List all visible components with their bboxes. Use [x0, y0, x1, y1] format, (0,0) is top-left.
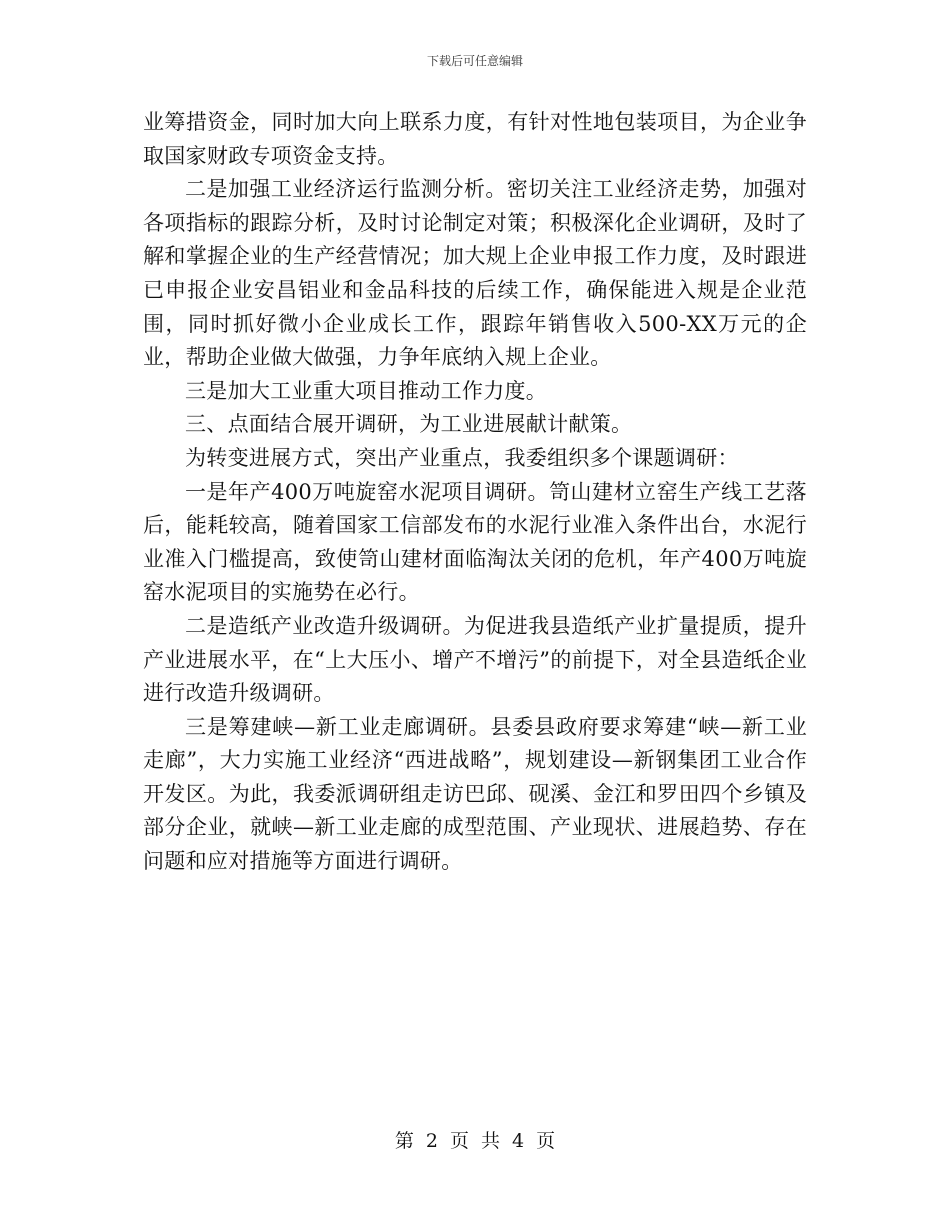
paragraph-research-intro: 为转变进展方式，突出产业重点，我委组织多个课题调研： — [185, 445, 739, 470]
paragraph-monitoring: 二是加强工业经济运行监测分析。密切关注工业经济走势，加强对各项指标的跟踪分析，及时讨论制定对策；积极深化企业调研，及时了解和掌握企业的生产经营情况；加大规上企业申报工作力度，及时跟进已申报企业安昌铝业和金品科技的后续工作，确保能进入规是企业范围，同时抓好微小企业成长工作，跟踪年销售收入500-XX万元的企业，帮助企业做大做强，力争年底纳入规上企业。 — [143, 177, 807, 370]
paragraph-cement-project: 一是年产400万吨旋窑水泥项目调研。笥山建材立窑生产线工艺落后，能耗较高，随着国家工信部发布的水泥行业准入条件出台，水泥行业准入门槛提高，致使笥山建材面临淘汰关闭的危机，年产400万吨旋窑水泥项目的实施势在必行。 — [143, 479, 807, 605]
document-body — [143, 106, 807, 879]
section-heading-research: 三、点面结合展开调研，为工业进展献计献策。 — [185, 412, 633, 437]
paragraph-paper-industry: 二是造纸产业改造升级调研。为促进我县造纸产业扩量提质，提升产业进展水平，在“上大压小、增产不增污”的前提下，对全县造纸企业进行改造升级调研。 — [143, 613, 807, 706]
page-header-note: 下载后可任意编辑 — [426, 54, 523, 68]
paragraph-major-projects: 三是加大工业重大项目推动工作力度。 — [185, 378, 548, 403]
paragraph-continuation: 业筹措资金，同时加大向上联系力度，有针对性地包装项目，为企业争取国家财政专项资金支持。 — [143, 110, 807, 168]
page-number: 第 2 页 共 4 页 — [394, 1130, 556, 1152]
paragraph-industrial-corridor: 三是筹建峡—新工业走廊调研。县委县政府要求筹建“峡—新工业走廊”，大力实施工业经济“西进战略”，规划建设—新钢集团工业合作开发区。为此，我委派调研组走访巴邱、砚溪、金江和罗田四个乡镇及部分企业，就峡—新工业走廊的成型范围、产业现状、进展趋势、存在问题和应对措施等方面进行调研。 — [143, 714, 807, 874]
